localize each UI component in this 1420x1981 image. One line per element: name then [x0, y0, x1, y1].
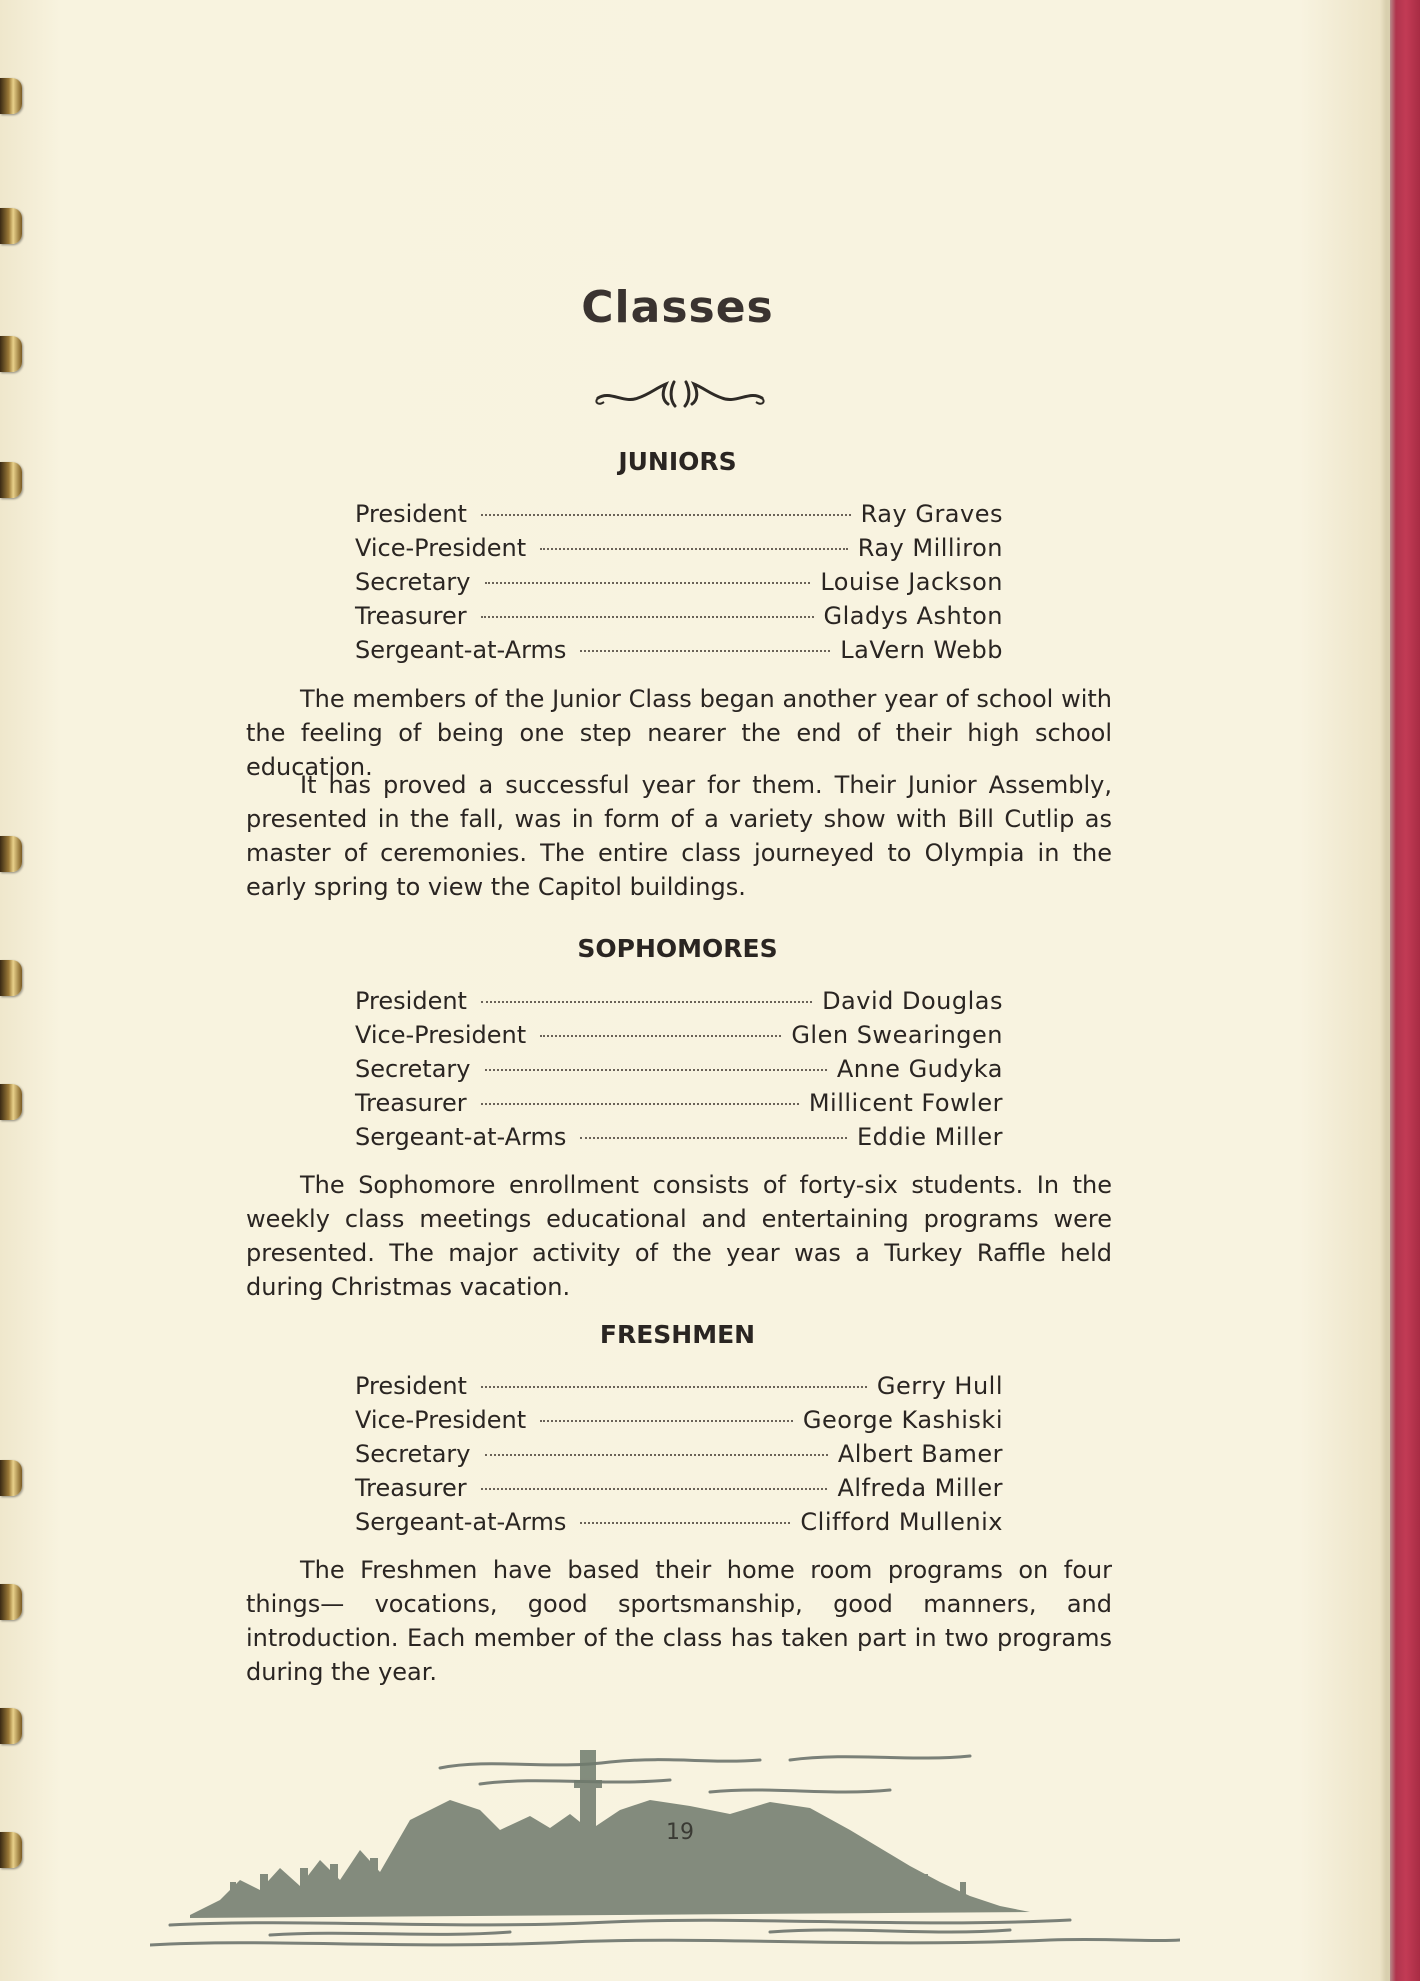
section-heading-juniors: JUNIORS	[618, 447, 737, 476]
leader-dots	[540, 1420, 793, 1422]
section-heading-sophomores: SOPHOMORES	[577, 934, 778, 963]
page-title: Classes	[581, 282, 774, 333]
officer-role: Vice-President	[355, 1406, 527, 1434]
officer-role: President	[355, 1372, 467, 1400]
officer-name: Ray Milliron	[857, 534, 1003, 562]
binder-ring	[0, 336, 22, 372]
paragraph-juniors-2: It has proved a successful year for them. Their Junior Assembly, presented in the fall, was in form of a variety show with Bill Cutlip as master of ceremonies. The entire class journeyed to Olympia in the early spring to view the Capitol buildings.	[246, 771, 1112, 901]
page-number: 19	[666, 1820, 694, 1845]
officer-role: Sergeant-at-Arms	[355, 1508, 567, 1536]
officer-role: Vice-President	[355, 534, 527, 562]
leader-dots	[485, 1069, 827, 1071]
officer-name: Anne Gudyka	[836, 1055, 1003, 1083]
binder-ring	[0, 1832, 22, 1868]
officer-role: Secretary	[355, 1055, 471, 1083]
officer-name: Glen Swearingen	[791, 1021, 1003, 1049]
officer-name: Alfreda Miller	[837, 1474, 1003, 1502]
officer-row	[355, 1369, 1003, 1403]
officer-row	[355, 1018, 1003, 1052]
officer-role: President	[355, 500, 467, 528]
leader-dots	[580, 650, 830, 652]
officer-name: Gladys Ashton	[823, 602, 1003, 630]
binder-ring	[0, 208, 22, 244]
officer-row	[355, 565, 1003, 599]
officer-name: LaVern Webb	[840, 636, 1003, 664]
leader-dots	[481, 1103, 799, 1105]
officer-row	[355, 633, 1003, 667]
officer-role: Sergeant-at-Arms	[355, 1123, 567, 1151]
paragraph-freshmen: The Freshmen have based their home room programs on four things— vocations, good sportsmanship, good manners, and introduction. Each member of the class has taken part in two programs during the year.	[246, 1556, 1112, 1686]
officer-role: Sergeant-at-Arms	[355, 636, 567, 664]
officer-list-freshmen	[355, 1369, 1003, 1539]
officer-name: George Kashiski	[802, 1406, 1003, 1434]
officer-role: Treasurer	[355, 602, 467, 630]
binder-ring	[0, 836, 22, 872]
leader-dots	[580, 1137, 847, 1139]
leader-dots	[481, 1386, 867, 1388]
paragraph-juniors-1: The members of the Junior Class began another year of school with the feeling of being one step nearer the end of their high school education.	[246, 685, 1112, 781]
leader-dots	[580, 1522, 790, 1524]
leader-dots	[481, 1488, 828, 1490]
officer-role: Vice-President	[355, 1021, 527, 1049]
paragraph-sophomores: The Sophomore enrollment consists of forty-six students. In the weekly class meetings educational and entertaining programs were presented. The major activity of the year was a Turkey Raffle held during Christmas vacation.	[246, 1171, 1112, 1301]
leader-dots	[485, 1454, 828, 1456]
binder-ring	[0, 78, 22, 114]
officer-role: Secretary	[355, 568, 471, 596]
binder-ring	[0, 1584, 22, 1620]
officer-row	[355, 1505, 1003, 1539]
officer-list-juniors	[355, 497, 1003, 667]
binder-ring	[0, 1084, 22, 1120]
officer-role: Treasurer	[355, 1474, 467, 1502]
binder-ring	[0, 1708, 22, 1744]
officer-row	[355, 1403, 1003, 1437]
leader-dots	[481, 616, 814, 618]
skyline-illustration	[150, 1740, 1180, 1960]
binder-ring	[0, 1460, 22, 1496]
officer-row	[355, 599, 1003, 633]
officer-role: President	[355, 987, 467, 1015]
officer-name: Ray Graves	[860, 500, 1003, 528]
leader-dots	[485, 582, 811, 584]
ornament-flourish-icon	[590, 370, 770, 414]
officer-name: Millicent Fowler	[808, 1089, 1003, 1117]
officer-row	[355, 531, 1003, 565]
officer-row	[355, 1052, 1003, 1086]
officer-name: David Douglas	[822, 987, 1003, 1015]
officer-name: Louise Jackson	[820, 568, 1003, 596]
officer-row	[355, 1471, 1003, 1505]
leader-dots	[481, 514, 851, 516]
officer-row	[355, 984, 1003, 1018]
officer-name: Albert Bamer	[837, 1440, 1003, 1468]
binder-ring	[0, 960, 22, 996]
officer-row	[355, 1437, 1003, 1471]
section-heading-freshmen: FRESHMEN	[599, 1320, 756, 1349]
officer-role: Secretary	[355, 1440, 471, 1468]
leader-dots	[540, 548, 848, 550]
officer-name: Clifford Mullenix	[800, 1508, 1003, 1536]
officer-row	[355, 1120, 1003, 1154]
officer-list-sophomores	[355, 984, 1003, 1154]
leader-dots	[540, 1035, 781, 1037]
book-binding	[1390, 0, 1420, 1981]
officer-row	[355, 1086, 1003, 1120]
officer-name: Eddie Miller	[856, 1123, 1003, 1151]
officer-role: Treasurer	[355, 1089, 467, 1117]
officer-row	[355, 497, 1003, 531]
officer-name: Gerry Hull	[876, 1372, 1003, 1400]
leader-dots	[481, 1001, 812, 1003]
